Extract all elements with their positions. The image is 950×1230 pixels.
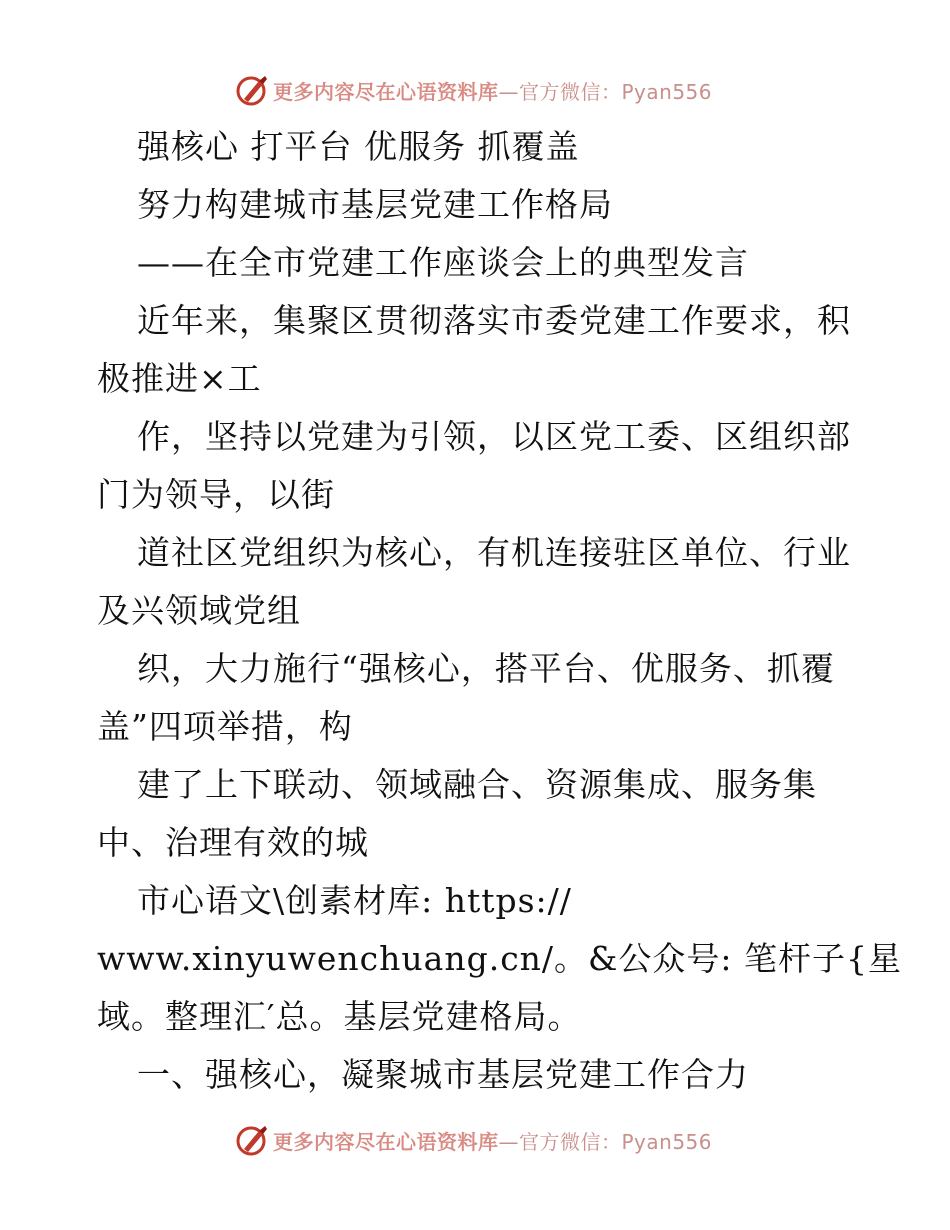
title-line-1: 强核心 打平台 优服务 抓覆盖 xyxy=(137,127,580,166)
watermark-brand: 更多内容尽在心语资料库 xyxy=(273,1129,499,1154)
document-body xyxy=(97,118,903,1104)
watermark-contact: —官方微信：Pyan556 xyxy=(498,79,713,104)
paragraph-line: 门为领导，以街 xyxy=(97,475,335,514)
watermark-brand: 更多内容尽在心语资料库 xyxy=(273,79,499,104)
paragraph-line: 建了上下联动、领域融合、资源集成、服务集 xyxy=(137,765,817,804)
paragraph-line: 域。整理汇′总。基层党建格局。 xyxy=(97,997,582,1036)
paragraph-line: 极推进×工 xyxy=(97,359,262,398)
paragraph-line: 市心语文\创素材库: https:// xyxy=(137,881,572,920)
header-watermark xyxy=(235,73,715,107)
title-line-2: 努力构建城市基层党建工作格局 xyxy=(137,185,613,224)
subtitle: ——在全市党建工作座谈会上的典型发言 xyxy=(137,243,749,282)
paragraph-line: www.xinyuwenchuang.cn/。&公众号: 笔杆子{星 xyxy=(97,939,903,978)
section-heading: 一、强核心，凝聚城市基层党建工作合力 xyxy=(137,1055,749,1094)
paragraph-line: 及兴领域党组 xyxy=(97,591,301,630)
watermark-contact: —官方微信：Pyan556 xyxy=(498,1129,713,1154)
paragraph-line: 织，大力施行“强核心，搭平台、优服务、抓覆 xyxy=(137,649,835,688)
paragraph-line: 中、治理有效的城 xyxy=(97,823,369,862)
paragraph-line: 作，坚持以党建为引领，以区党工委、区组织部 xyxy=(137,417,851,456)
paragraph-line: 盖”四项举措，构 xyxy=(97,707,353,746)
paragraph-line: 近年来，集聚区贯彻落实市委党建工作要求，积 xyxy=(137,301,851,340)
pen-logo-icon xyxy=(235,1123,269,1157)
pen-logo-icon xyxy=(235,73,269,107)
paragraph-line: 道社区党组织为核心，有机连接驻区单位、行业 xyxy=(137,533,851,572)
footer-watermark xyxy=(235,1123,715,1157)
